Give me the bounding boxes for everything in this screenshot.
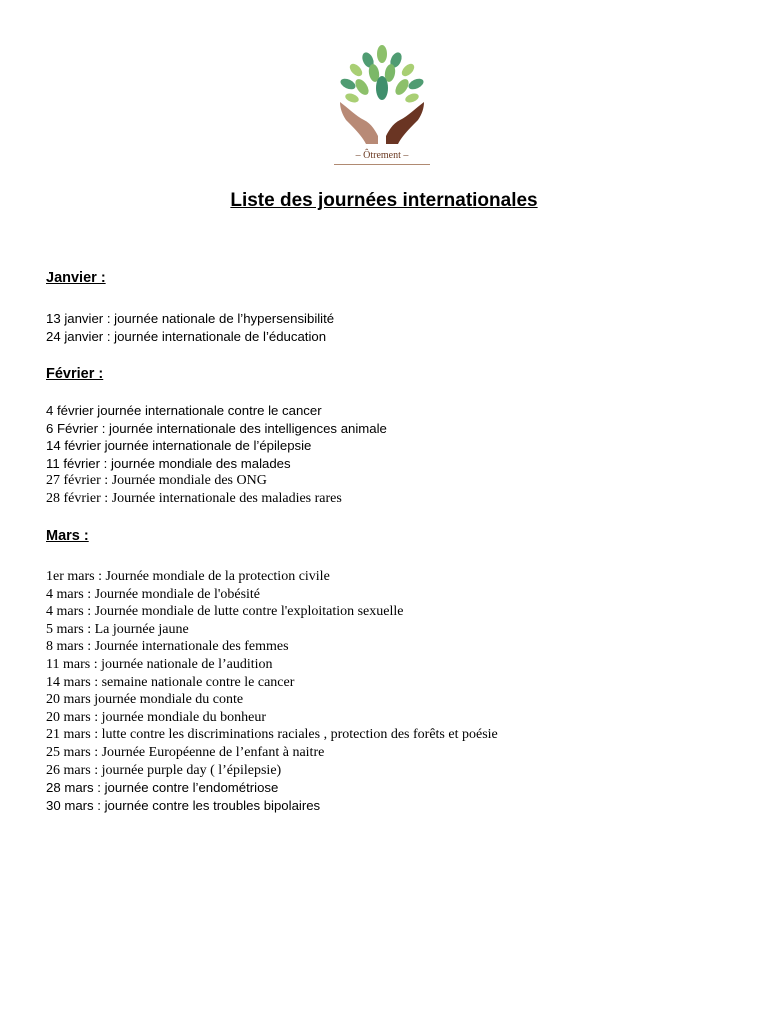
list-item: 20 mars : journée mondiale du bonheur [46,709,267,725]
leaf-icon [344,92,360,104]
list-item: 28 février : Journée internationale des maladies rares [46,490,342,506]
list-item: 5 mars : La journée jaune [46,621,189,637]
fevrier-list [46,402,387,508]
list-item: 20 mars journée mondiale du conte [46,692,244,708]
leaf-icon [353,77,372,97]
list-item: 8 mars : Journée internationale des femmes [46,639,289,655]
leaf-icon [348,62,365,79]
list-item: 6 Février : journée internationale des intelligences animale [46,420,387,436]
leaf-icon [400,62,417,79]
leaf-icon [404,92,420,104]
leaf-icon [376,76,388,100]
list-item: 14 février journée internationale de l’épilepsie [46,438,312,454]
left-hand-icon [340,102,378,144]
logo [326,40,438,166]
list-item: 28 mars : journée contre l’endométriose [46,780,279,796]
tree-hands-logo-icon [326,40,438,148]
leaf-icon [377,45,387,63]
list-item: 11 mars : journée nationale de l’audition [46,656,273,672]
list-item: 4 mars : Journée mondiale de l'obésité [46,586,261,602]
list-item: 13 janvier : journée nationale de l’hypersensibilité [46,311,335,326]
list-item: 14 mars : semaine nationale contre le cancer [46,674,295,690]
janvier-list [46,310,334,345]
list-item: 11 février : journée mondiale des malades [46,455,291,471]
list-item: 1er mars : Journée mondiale de la protection civile [46,569,330,584]
list-item: 21 mars : lutte contre les discriminations raciales , protection des forêts et poésie [46,727,498,743]
list-item: 25 mars : Journée Européenne de l’enfant à naitre [46,744,325,760]
month-heading-fevrier: Février : [46,366,104,382]
month-heading-janvier: Janvier : [46,270,106,286]
logo-caption: – Ôtrement – [355,150,409,161]
page-title: Liste des journées internationales [230,190,538,211]
logo-divider [334,164,430,165]
leaf-icon [393,77,412,97]
list-item: 24 janvier : journée internationale de l’éducation [46,328,327,344]
list-item: 26 mars : journée purple day ( l’épilepsie) [46,762,282,778]
list-item: 4 mars : Journée mondiale de lutte contre l'exploitation sexuelle [46,604,404,620]
list-item: 30 mars : journée contre les troubles bipolaires [46,797,321,813]
list-item: 4 février journée internationale contre le cancer [46,403,322,418]
month-heading-mars: Mars : [46,528,89,544]
mars-list [46,568,498,814]
list-item: 27 février : Journée mondiale des ONG [46,473,267,489]
right-hand-icon [386,102,424,144]
leaf-icon [339,77,357,92]
leaf-icon [407,77,425,92]
